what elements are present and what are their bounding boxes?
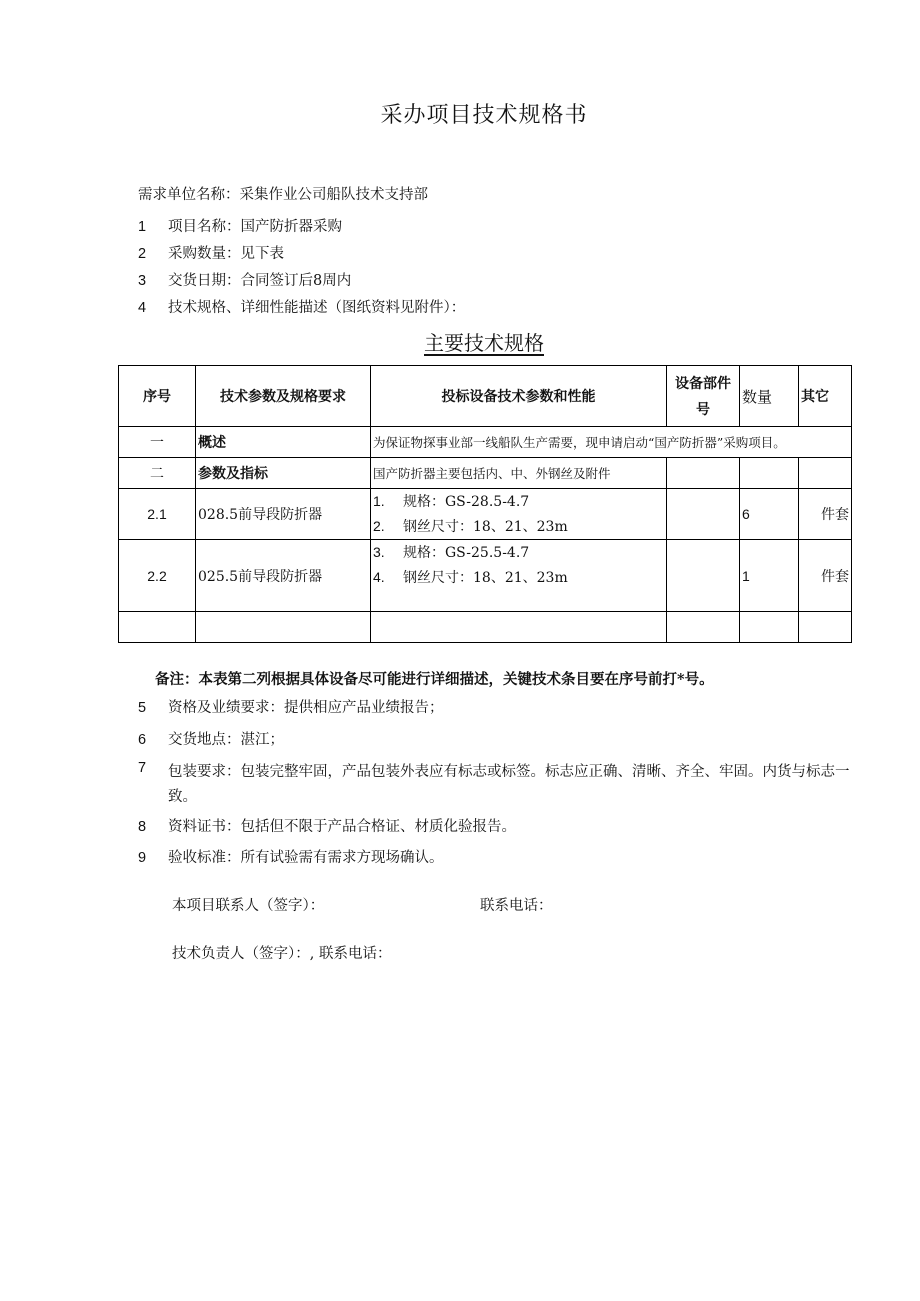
table-title (0, 327, 920, 356)
row-desc: 国产防折器主要包括内、中、外钢丝及附件 (371, 458, 667, 489)
item-2 (138, 242, 284, 263)
item-8 (138, 815, 516, 836)
item-7 (138, 760, 858, 810)
item-number: 7 (138, 760, 147, 776)
table-row (119, 540, 852, 612)
table-title-text: 主要技术规格 (424, 331, 544, 355)
item-text: 包装要求：包装完整牢固，产品包装外表应有标志或标签。标志应正确、清晰、齐全、牢固。内货与标志一致。 (168, 764, 850, 805)
item-4 (138, 296, 465, 317)
row-seq: 二 (119, 458, 196, 489)
spec-line: 2. 钢丝尺寸：18、21、23m (373, 518, 568, 535)
row-specs (371, 540, 667, 612)
document-title: 采办项目技术规格书 (380, 103, 588, 128)
item-number: 1 (138, 219, 147, 235)
item-text: 资料证书：包括但不限于产品合格证、材质化验报告。 (168, 819, 516, 835)
row-part (667, 458, 740, 489)
spec-line: 3. 规格：GS-25.5-4.7 (373, 544, 530, 561)
contact-person: 本项目联系人（签字）： (172, 898, 325, 914)
item-text: 资格及业绩要求：提供相应产品业绩报告； (168, 700, 444, 716)
item-3 (138, 269, 351, 290)
item-number: 3 (138, 273, 147, 289)
item-5 (138, 696, 444, 717)
header-part-number (667, 366, 740, 427)
header-part-line1: 设备部件 (675, 375, 731, 391)
item-text: 交货日期：合同签订后8周内 (168, 273, 352, 289)
header-part-line2: 号 (696, 401, 710, 417)
item-number: 6 (138, 732, 147, 748)
row-part (667, 540, 740, 612)
header-spec-req: 技术参数及规格要求 (196, 366, 371, 427)
row-name: 概述 (196, 427, 371, 458)
row-qty: 6 (740, 489, 799, 540)
item-text: 项目名称：国产防折器采购 (168, 219, 342, 235)
item-number: 2 (138, 246, 147, 262)
header-seq: 序号 (119, 366, 196, 427)
tech-lead: 技术负责人（签字）：, 联系电话： (172, 946, 392, 962)
demand-unit: 需求单位名称：采集作业公司船队技术支持部 (138, 187, 428, 203)
header-quantity: 数量 (740, 366, 799, 427)
row-name: 参数及指标 (196, 458, 371, 489)
item-number: 8 (138, 819, 147, 835)
item-1 (138, 215, 342, 236)
item-text: 验收标准：所有试验需有需求方现场确认。 (168, 850, 444, 866)
item-9 (138, 846, 444, 867)
spec-line: 4. 钢丝尺寸：18、21、23m (373, 569, 568, 586)
row-seq: 一 (119, 427, 196, 458)
item-number: 5 (138, 700, 147, 716)
row-other (799, 458, 852, 489)
item-number: 9 (138, 850, 147, 866)
row-other: 件套 (799, 540, 852, 612)
row-specs (371, 489, 667, 540)
table-header-row (119, 366, 852, 427)
row-other: 件套 (799, 489, 852, 540)
spec-table (118, 365, 852, 643)
item-6 (138, 728, 284, 749)
contact-phone: 联系电话： (480, 898, 553, 914)
row-name: 028.5前导段防折器 (196, 489, 371, 540)
table-row-empty (119, 612, 852, 643)
spec-line: 1. 规格：GS-28.5-4.7 (373, 493, 530, 510)
row-name: 025.5前导段防折器 (196, 540, 371, 612)
row-seq: 2.1 (119, 489, 196, 540)
table-row (119, 489, 852, 540)
row-qty (740, 458, 799, 489)
row-seq: 2.2 (119, 540, 196, 612)
item-text: 采购数量：见下表 (168, 246, 284, 262)
row-qty: 1 (740, 540, 799, 612)
row-desc: 为保证物探事业部一线船队生产需要，现申请启动“国产防折器”采购项目。 (371, 427, 852, 458)
item-text: 交货地点：湛江； (168, 732, 284, 748)
table-row (119, 427, 852, 458)
header-bid-params: 投标设备技术参数和性能 (371, 366, 667, 427)
table-row (119, 458, 852, 489)
item-text: 技术规格、详细性能描述（图纸资料见附件）： (168, 300, 466, 316)
header-other: 其它 (799, 366, 852, 427)
table-remark: 备注：本表第二列根据具体设备尽可能进行详细描述，关键技术条目要在序号前打*号。 (155, 671, 714, 688)
row-part (667, 489, 740, 540)
item-number: 4 (138, 300, 147, 316)
